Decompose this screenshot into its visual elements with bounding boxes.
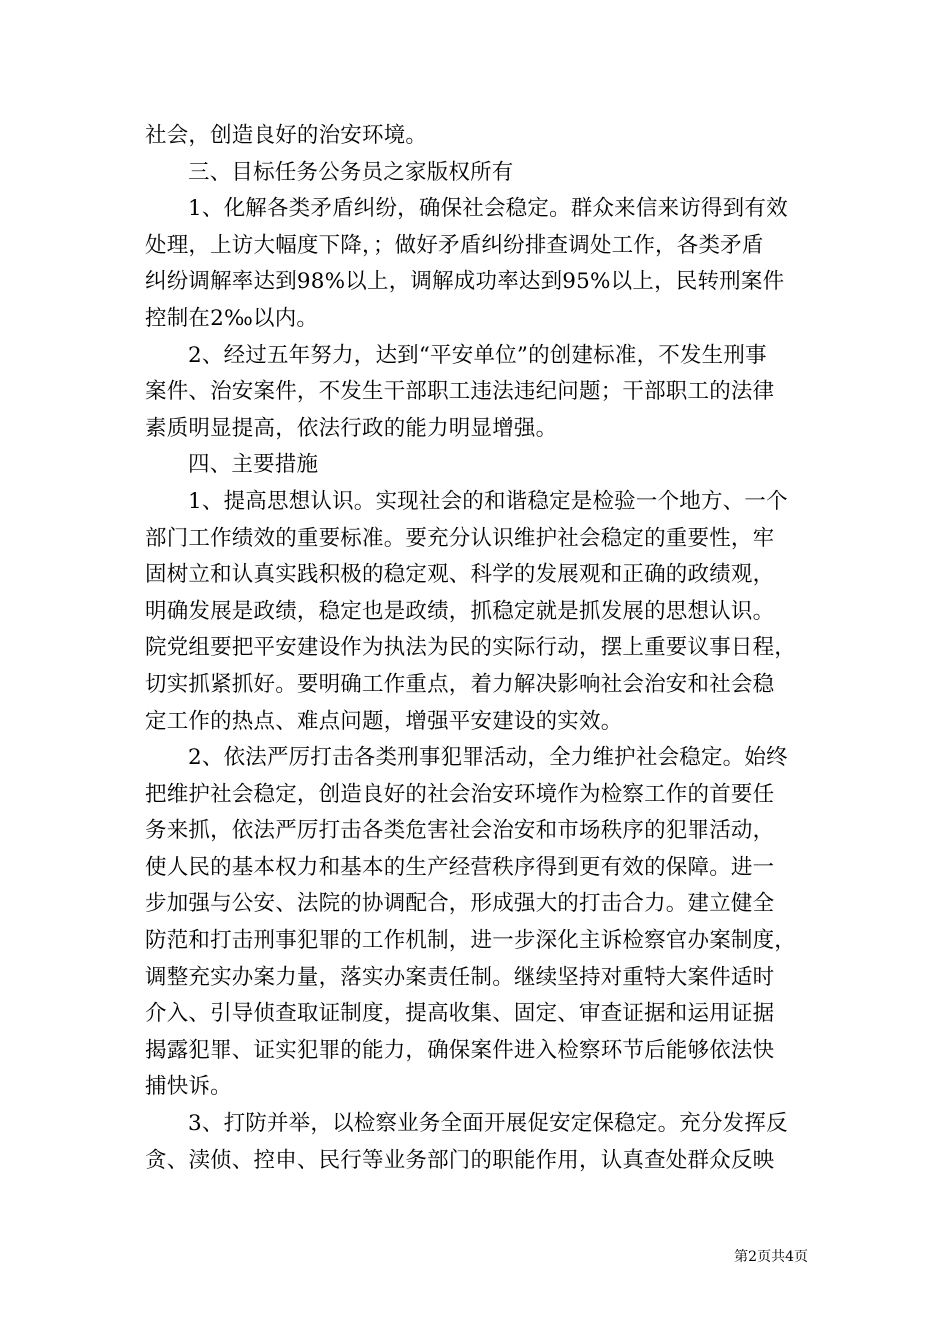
text-line: 1、化解各类矛盾纠纷，确保社会稳定。群众来信来访得到有效 (188, 196, 788, 222)
text-line: 捕快诉。 (145, 1074, 232, 1100)
text-line: 部门工作绩效的重要标准。要充分认识维护社会稳定的重要性，牢 (145, 525, 775, 551)
text-line: 贪、渎侦、控申、民行等业务部门的职能作用，认真查处群众反映 (145, 1147, 775, 1173)
text-line: 防范和打击刑事犯罪的工作机制，进一步深化主诉检察官办案制度， (145, 928, 797, 954)
text-line: 1、提高思想认识。实现社会的和谐稳定是检验一个地方、一个 (188, 488, 788, 514)
text-line: 把维护社会稳定，创造良好的社会治安环境作为检察工作的首要任 (145, 781, 775, 807)
text-line: 定工作的热点、难点问题，增强平安建设的实效。 (145, 708, 623, 734)
text-line: 2、依法严厉打击各类刑事犯罪活动，全力维护社会稳定。始终 (188, 745, 788, 771)
text-line: 固树立和认真实践积极的稳定观、科学的发展观和正确的政绩观， (145, 562, 775, 588)
text-line: 步加强与公安、法院的协调配合，形成强大的打击合力。建立健全 (145, 891, 775, 917)
text-line: 切实抓紧抓好。要明确工作重点，着力解决影响社会治安和社会稳 (145, 671, 775, 697)
text-line: 明确发展是政绩，稳定也是政绩，抓稳定就是抓发展的思想认识。 (145, 598, 775, 624)
text-line: 调整充实办案力量，落实办案责任制。继续坚持对重特大案件适时 (145, 964, 775, 990)
text-line: 处理，上访大幅度下降，；做好矛盾纠纷排查调处工作，各类矛盾 (145, 232, 764, 258)
text-line: 务来抓，依法严厉打击各类危害社会治安和市场秩序的犯罪活动， (145, 818, 775, 844)
text-line: 控制在2‰以内。 (145, 305, 319, 331)
text-line: 社会，创造良好的治安环境。 (145, 123, 428, 148)
text-line: 揭露犯罪、证实犯罪的能力，确保案件进入检察环节后能够依法快 (145, 1037, 775, 1063)
text-line: 素质明显提高，依法行政的能力明显增强。 (145, 415, 558, 441)
text-line: 案件、治安案件，不发生干部职工违法违纪问题；干部职工的法律 (145, 379, 775, 405)
body-text (145, 118, 815, 1179)
text-line: 3、打防并举，以检察业务全面开展促安定保稳定。充分发挥反 (188, 1111, 788, 1137)
text-line: 四、主要措施 (188, 452, 319, 478)
text-line: 三、目标任务公务员之家版权所有 (188, 159, 514, 185)
text-line: 2、经过五年努力，达到“平安单位”的创建标准，不发生刑事 (188, 342, 767, 368)
text-line: 纠纷调解率达到98%以上，调解成功率达到95%以上，民转刑案件 (145, 269, 785, 295)
page-number: 第2页共4页 (734, 1249, 808, 1265)
text-line: 介入、引导侦查取证制度，提高收集、固定、审查证据和运用证据 (145, 1001, 775, 1027)
text-line: 院党组要把平安建设作为执法为民的实际行动，摆上重要议事日程， (145, 635, 797, 661)
text-line: 使人民的基本权力和基本的生产经营秩序得到更有效的保障。进一 (145, 854, 775, 880)
